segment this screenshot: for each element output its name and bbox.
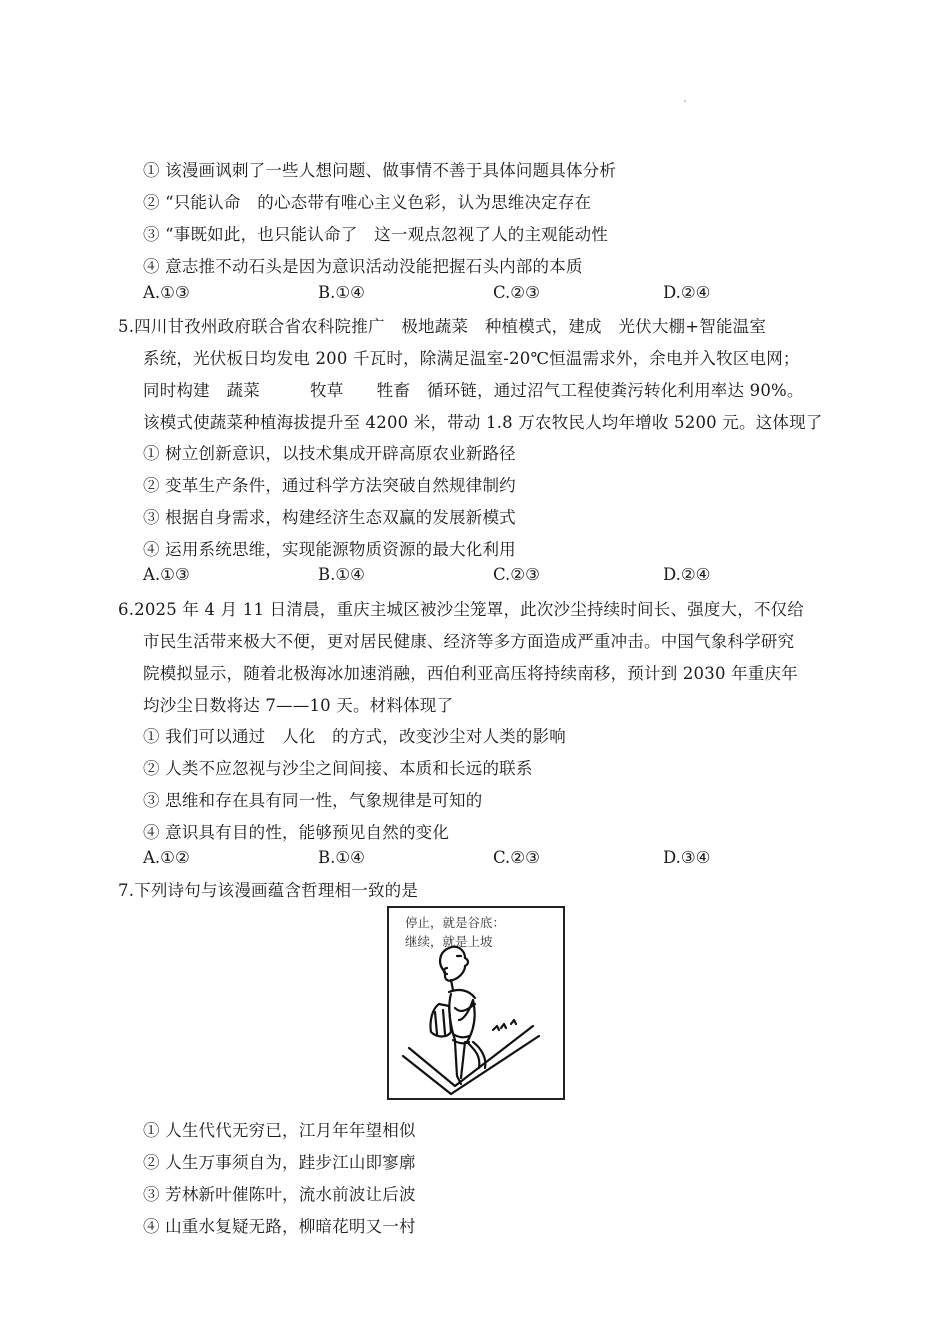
q5-choice-b[interactable]: B.①④	[318, 565, 365, 584]
q6-option-3: ③ 思维和存在具有同一性，气象规律是可知的	[143, 791, 483, 810]
q4-option-1: ① 该漫画讽刺了一些人想问题、做事情不善于具体问题具体分析	[143, 161, 617, 180]
q5-option-3: ③ 根据自身需求，构建经济生态双赢的发展新模式	[143, 508, 516, 527]
q6-stem-line-4: 均沙尘日数将达 7——10 天。材料体现了	[143, 696, 454, 715]
q6-choice-c[interactable]: C.②③	[493, 848, 540, 867]
q7-option-2: ② 人生万事须自为，跬步江山即寥廓	[143, 1153, 416, 1172]
q6-choice-b[interactable]: B.①④	[318, 848, 365, 867]
q5-stem-line-3: 同时构建 蔬菜 牧草 牲畜 循环链，通过沼气工程使粪污转化利用率达 90%。	[143, 381, 804, 400]
q7-option-4: ④ 山重水复疑无路，柳暗花明又一村	[143, 1217, 416, 1236]
q4-choice-c[interactable]: C.②③	[493, 283, 540, 302]
q4-option-2: ② “只能认命 的心态带有唯心主义色彩，认为思维决定存在	[143, 193, 592, 212]
q5-option-2: ② 变革生产条件，通过科学方法突破自然规律制约	[143, 476, 516, 495]
q5-stem-line-4: 该模式使蔬菜种植海拔提升至 4200 米，带动 1.8 万农牧民人均年增收 5200 元。这体现了	[143, 413, 823, 432]
q4-choices	[143, 282, 783, 304]
q4-choice-a[interactable]: A.①③	[143, 283, 190, 302]
cartoon-figure	[387, 906, 565, 1100]
q5-stem-line-1: 5.四川甘孜州政府联合省农科院推广 极地蔬菜 种植模式，建成 光伏大棚+智能温室	[118, 317, 767, 336]
climbing-man-illustration	[389, 908, 563, 1098]
q6-stem-line-1: 6.2025 年 4 月 11 日清晨，重庆主城区被沙尘笼罩，此次沙尘持续时间长、强度大，不仅给	[118, 600, 805, 619]
q6-choice-a[interactable]: A.①②	[143, 848, 190, 867]
q6-option-1: ① 我们可以通过 人化 的方式，改变沙尘对人类的影响	[143, 727, 566, 746]
q5-option-4: ④ 运用系统思维，实现能源物质资源的最大化利用	[143, 540, 516, 559]
q5-option-1: ① 树立创新意识，以技术集成开辟高原农业新路径	[143, 444, 516, 463]
q6-option-4: ④ 意识具有目的性，能够预见自然的变化	[143, 823, 450, 842]
q4-option-4: ④ 意志推不动石头是因为意识活动没能把握石头内部的本质	[143, 257, 583, 276]
q4-option-3: ③ “事既如此，也只能认命了 这一观点忽视了人的主观能动性	[143, 225, 608, 244]
q5-stem-line-2: 系统，光伏板日均发电 200 千瓦时，除满足温室-20℃恒温需求外，余电并入牧区电网；	[143, 349, 800, 368]
q5-choice-a[interactable]: A.①③	[143, 565, 190, 584]
q6-choice-d[interactable]: D.③④	[663, 848, 711, 867]
q4-choice-b[interactable]: B.①④	[318, 283, 365, 302]
cartoon-caption-line-1: 停止，就是谷底：	[405, 915, 506, 930]
q5-choices	[143, 564, 783, 586]
q5-choice-c[interactable]: C.②③	[493, 565, 540, 584]
q7-stem: 7.下列诗句与该漫画蕴含哲理相一致的是	[118, 881, 419, 900]
q6-option-2: ② 人类不应忽视与沙尘之间间接、本质和长远的联系	[143, 759, 533, 778]
q6-stem-line-3: 院模拟显示，随着北极海冰加速消融，西伯利亚高压将持续南移，预计到 2030 年重庆年	[143, 664, 798, 683]
cartoon-caption-line-2: 继续，就是上坡	[405, 934, 493, 949]
q6-stem-line-2: 市民生活带来极大不便，更对居民健康、经济等多方面造成严重冲击。中国气象科学研究	[143, 632, 795, 651]
q5-choice-d[interactable]: D.②④	[663, 565, 711, 584]
q4-choice-d[interactable]: D.②④	[663, 283, 711, 302]
scan-speck	[684, 100, 686, 102]
q7-option-3: ③ 芳林新叶催陈叶，流水前波让后波	[143, 1185, 416, 1204]
q6-choices	[143, 847, 783, 869]
q7-option-1: ① 人生代代无穷已，江月年年望相似	[143, 1121, 416, 1140]
